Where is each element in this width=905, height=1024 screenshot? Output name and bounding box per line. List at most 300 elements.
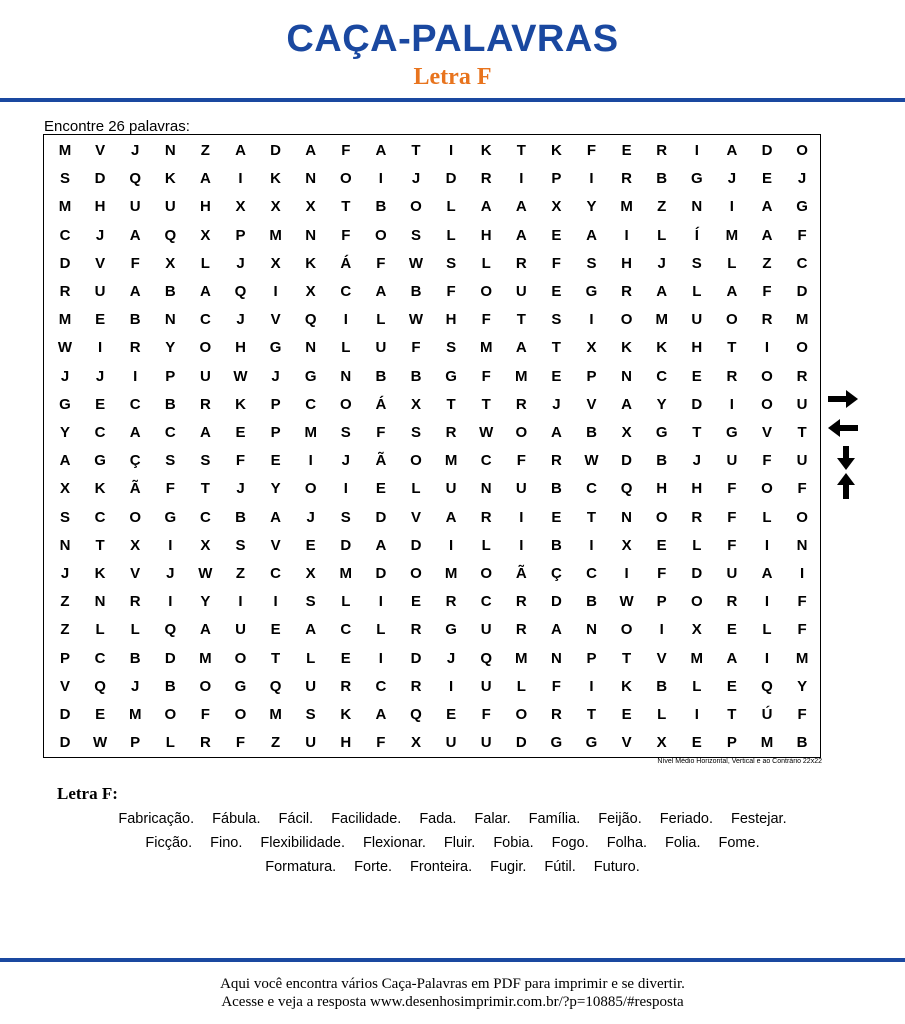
grid-letter: I [519,170,524,188]
grid-letter: Z [235,565,246,582]
grid-letter: K [340,706,352,723]
grid-letter: X [200,226,211,244]
grid-letter: B [164,677,176,695]
grid-letter: K [94,565,106,582]
grid-letter: A [199,170,211,188]
grid-letter: B [656,452,668,470]
grid-letter: E [621,142,632,159]
grid-letter: C [375,677,387,695]
grid-letter: K [164,170,176,188]
grid-letter: Y [656,395,667,413]
grid-letter: I [589,170,594,188]
grid-letter: P [551,170,562,188]
grid-letter: V [761,424,772,441]
grid-letter: Á [340,254,352,272]
grid-letter: P [130,734,141,752]
grid-letter: M [515,367,528,385]
grid-letter: F [657,565,667,582]
grid-letter: W [408,254,424,272]
grid-letter: A [375,142,387,159]
grid-letter: L [657,706,667,723]
grid-letter: Z [271,734,281,752]
grid-letter: I [519,536,524,554]
grid-letter: A [305,142,317,159]
grid-letter: X [551,198,562,216]
grid-letter: E [270,452,281,470]
grid-letter: B [796,734,808,752]
grid-letter: U [445,734,457,752]
grid-letter: E [375,480,386,498]
grid-letter: I [378,593,383,611]
grid-letter: A [305,621,317,639]
grid-letter: E [235,424,246,441]
grid-letter: N [691,198,703,216]
grid-letter: Q [164,226,177,244]
grid-letter: T [516,142,526,159]
grid-letter: L [762,508,772,526]
grid-letter: I [449,536,454,554]
grid-letter: J [341,452,350,470]
grid-letter: N [550,649,562,667]
grid-letter: Ã [515,565,527,582]
grid-letter: U [515,283,527,300]
grid-letter: E [691,734,702,752]
grid-letter: R [691,508,703,526]
grid-letter: Á [375,395,387,413]
bottom-divider [0,958,905,962]
grid-letter: Z [60,621,70,639]
word-search-grid [43,134,821,758]
grid-letter: O [726,311,738,329]
word-item: Flexionar. [363,835,426,851]
grid-letter: R [550,706,562,723]
grid-letter: B [375,198,387,216]
grid-letter: E [95,395,106,413]
grid-letter: L [165,734,175,752]
grid-letter: J [727,170,737,188]
grid-letter: B [586,424,597,441]
grid-letter: O [339,395,352,413]
grid-letter: O [234,706,247,723]
grid-letter: C [94,649,106,667]
grid-letter: X [691,621,702,639]
grid-letter: R [550,452,562,470]
grid-letter: F [341,226,351,244]
grid-letter: O [164,706,177,723]
grid-letter: E [726,621,737,639]
grid-letter: N [305,226,317,244]
grid-letter: L [130,621,140,639]
grid-letter: I [168,593,173,611]
grid-letter: P [586,367,597,385]
grid-letter: E [551,508,562,526]
grid-letter: F [797,621,807,639]
grid-letter: G [550,734,563,752]
grid-letter: G [269,339,282,357]
grid-letter: F [481,367,491,385]
grid-letter: U [94,283,106,300]
grid-letter: I [624,226,629,244]
grid-letter: E [305,536,316,554]
grid-letter: S [235,536,246,554]
grid-letter: I [729,198,734,216]
word-item: Fobia. [493,835,534,851]
grid-letter: F [727,536,737,554]
grid-letter: J [236,480,245,498]
grid-letter: I [98,339,103,357]
grid-letter: A [726,283,738,300]
grid-letter: T [481,395,491,413]
word-item: Fluir. [443,835,476,851]
grid-letter: D [59,734,71,752]
grid-letter: I [764,649,770,667]
grid-letter: Z [657,198,667,216]
grid-letter: G [796,198,808,216]
grid-letter: S [691,254,702,272]
grid-letter: Y [200,593,211,611]
grid-letter: N [94,593,106,611]
grid-letter: A [375,706,387,723]
grid-letter: T [341,198,351,216]
grid-letter: U [480,734,492,752]
grid-letter: C [340,283,352,300]
grid-letter: R [621,170,633,188]
grid-letter: T [551,339,561,357]
grid-letter: U [691,311,703,329]
grid-letter: B [656,677,668,695]
grid-letter: F [235,734,246,752]
grid-letter: S [446,254,457,272]
grid-letter: S [446,339,457,357]
grid-letter: R [480,170,492,188]
grid-letter: D [761,142,773,159]
grid-letter: R [515,621,527,639]
grid-letter: G [585,734,598,752]
grid-letter: R [515,593,527,611]
grid-letter: F [516,452,526,470]
grid-letter: L [341,593,351,611]
grid-letter: N [621,508,633,526]
grid-letter: N [305,170,317,188]
grid-letter: M [269,226,282,244]
grid-letter: Y [270,480,281,498]
grid-letter: P [165,367,176,385]
grid-letter: Z [200,142,210,159]
grid-letter: D [410,649,422,667]
grid-letter: O [690,593,703,611]
grid-letter: I [378,170,383,188]
grid-letter: D [550,593,562,611]
grid-letter: R [410,677,422,695]
grid-letter: U [796,452,808,470]
grid-letter: D [94,170,106,188]
grid-letter: F [446,283,456,300]
grid-letter: I [449,677,454,695]
grid-letter: M [795,311,809,329]
grid-letter: J [552,395,561,413]
grid-letter: K [550,142,562,159]
footer-line-2: Acesse e veja a resposta www.desenhosimprimir.com.br/?p=10885/#resposta [221,994,684,1010]
grid-letter: T [622,649,632,667]
grid-letter: O [796,339,808,357]
grid-letter: A [726,649,738,667]
grid-letter: S [59,508,70,526]
grid-letter: W [479,424,494,441]
grid-letter: P [235,226,246,244]
grid-letter: I [378,649,383,667]
grid-letter: G [164,508,177,526]
arrow-up-icon [836,472,856,500]
word-item: Fabricação. [118,811,195,827]
word-list-line [0,835,905,851]
grid-letter: F [341,142,351,159]
grid-letter: J [236,311,245,329]
grid-letter: A [761,565,773,582]
grid-letter: B [550,480,562,498]
grid-letter: V [95,254,106,272]
grid-letter: O [515,424,528,441]
grid-letter: B [164,283,176,300]
word-item: Feriado. [659,811,713,827]
grid-letter: Q [410,706,422,723]
grid-letter: F [727,508,737,526]
grid-letter: L [727,254,737,272]
grid-letter: M [760,734,774,752]
grid-letter: C [199,508,211,526]
word-item: Fogo. [551,835,589,851]
grid-letter: D [375,508,387,526]
grid-letter: C [199,311,211,329]
grid-letter: B [164,395,176,413]
grid-letter: D [270,142,282,159]
grid-letter: J [131,142,140,159]
grid-letter: I [800,565,805,582]
word-item: Festejar. [730,811,787,827]
grid-letter: R [129,339,141,357]
grid-letter: I [519,508,524,526]
grid-letter: E [410,593,421,611]
grid-letter: S [200,452,211,470]
grid-letter: K [621,677,633,695]
grid-letter: D [59,254,71,272]
grid-letter: C [340,621,352,639]
grid-letter: T [586,508,597,526]
grid-letter: A [726,142,738,159]
grid-letter: O [655,508,668,526]
grid-letter: U [480,621,492,639]
grid-letter: S [59,170,70,188]
grid-letter: U [235,621,246,639]
grid-letter: M [795,649,809,667]
word-item: Família. [528,811,581,827]
grid-letter: E [95,311,106,329]
grid-letter: D [164,649,176,667]
grid-letter: E [621,706,632,723]
word-item: Fácil. [278,811,314,827]
word-item: Fino. [210,835,243,851]
grid-letter: F [376,254,386,272]
grid-letter: Q [480,649,493,667]
grid-letter: E [691,367,702,385]
grid-letter: F [762,283,772,300]
grid-letter: I [764,339,770,357]
grid-letter: V [270,536,281,554]
grid-letter: A [235,142,246,159]
grid-letter: D [796,283,808,300]
word-item: Feijão. [598,811,642,827]
grid-letter: F [797,593,807,611]
grid-letter: I [764,536,770,554]
grid-letter: M [444,565,458,582]
grid-letter: A [375,536,387,554]
grid-letter: C [129,395,141,413]
grid-letter: U [129,198,141,216]
grid-letter: R [445,424,457,441]
grid-letter: G [726,424,738,441]
grid-letter: S [410,226,421,244]
grid-letter: I [624,565,629,582]
grid-letter: P [270,395,281,413]
grid-letter: B [656,170,668,188]
grid-letter: A [621,395,633,413]
grid-letter: J [797,170,807,188]
grid-letter: H [340,734,352,752]
grid-letter: C [480,593,492,611]
word-item: Facilidade. [331,811,402,827]
grid-letter: A [129,424,141,441]
grid-letter: D [691,395,703,413]
grid-letter: O [199,677,212,695]
grid-letter: D [59,706,71,723]
grid-letter: N [164,311,176,329]
grid-letter: O [410,198,422,216]
grid-letter: O [796,142,808,159]
grid-letter: D [445,170,457,188]
grid-letter: A [515,198,527,216]
grid-letter: Q [269,677,282,695]
grid-letter: R [656,142,668,159]
grid-letter: F [411,339,421,357]
grid-letter: T [586,706,597,723]
grid-letter: I [343,311,348,329]
grid-letter: F [797,226,807,244]
grid-letter: J [306,508,315,526]
grid-letter: J [60,565,70,582]
grid-letter: I [764,593,770,611]
grid-letter: Q [234,283,247,300]
grid-letter: H [480,226,492,244]
grid-letter: G [445,621,457,639]
grid-letter: N [621,367,633,385]
grid-letter: R [199,734,211,752]
footer-line-1: Aqui você encontra vários Caça-Palavras em PDF para imprimir e se divertir. [220,976,685,992]
grid-letter: I [729,395,734,413]
grid-letter: T [727,706,737,723]
grid-letter: L [411,480,421,498]
grid-letter: K [305,254,317,272]
grid-letter: J [60,367,70,385]
grid-letter: R [726,593,738,611]
grid-letter: V [130,565,141,582]
grid-letter: B [550,536,562,554]
grid-letter: U [305,677,317,695]
grid-letter: B [129,649,141,667]
instruction-text: Encontre 26 palavras: [44,118,190,135]
grid-letter: A [515,339,527,357]
grid-letter: T [446,395,456,413]
grid-letter: N [164,142,176,159]
grid-letter: I [308,452,313,470]
grid-letter: N [340,367,352,385]
level-note: Nível Médio Horizontal, Vertical e ao Contrário 22x22 [657,758,822,765]
grid-letter: W [408,311,424,329]
grid-letter: P [59,649,70,667]
grid-letter: K [94,480,106,498]
grid-letter: L [200,254,210,272]
grid-letter: A [550,621,562,639]
grid-letter: I [449,142,454,159]
grid-letter: S [551,311,562,329]
grid-letter: L [692,677,702,695]
grid-letter: I [273,283,278,300]
grid-letter: U [199,367,211,385]
grid-letter: C [94,424,106,441]
grid-letter: O [515,706,528,723]
grid-letter: O [199,339,212,357]
grid-letter: Ã [375,452,387,470]
grid-letter: P [270,424,281,441]
grid-letter: H [235,339,246,357]
grid-letter: Y [797,677,808,695]
grid-letter: R [515,254,527,272]
grid-letter: N [480,480,492,498]
grid-letter: L [481,536,491,554]
grid-letter: R [129,593,141,611]
grid-letter: M [620,198,633,216]
grid-letter: O [410,565,422,582]
grid-letter: T [411,142,421,159]
grid-letter: F [165,480,175,498]
grid-letter: R [410,621,422,639]
grid-letter: C [164,424,176,441]
grid-letter: J [131,677,140,695]
grid-letter: L [692,536,702,554]
grid-letter: G [445,367,457,385]
grid-letter: C [305,395,317,413]
word-item: Fugir. [490,859,527,875]
word-list-line [0,859,905,875]
grid-letter: F [586,142,597,159]
grid-letter: I [238,593,243,611]
grid-letter: H [691,339,703,357]
grid-letter: M [479,339,493,357]
grid-letter: F [551,254,561,272]
grid-letter: R [480,508,492,526]
grid-letter: H [445,311,457,329]
word-item: Fome. [718,835,760,851]
grid-letter: K [621,339,633,357]
grid-letter: C [586,480,597,498]
grid-letter: T [727,339,737,357]
word-item: Fada. [419,811,457,827]
grid-letter: R [761,311,773,329]
grid-letter: X [621,536,632,554]
grid-letter: O [761,480,773,498]
word-item: Fábula. [212,811,261,827]
grid-letter: I [694,142,699,159]
grid-letter: O [339,170,352,188]
grid-letter: X [59,480,70,498]
